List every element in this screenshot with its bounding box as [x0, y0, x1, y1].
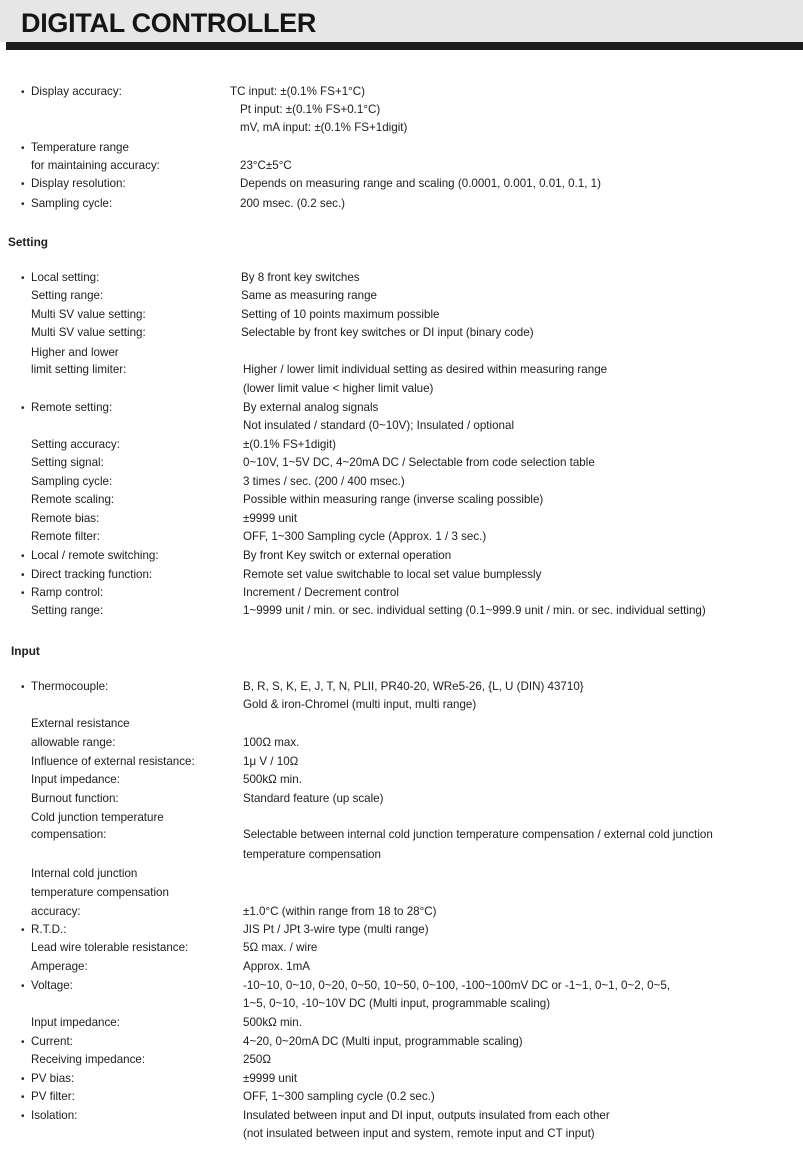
spec-label: Influence of external resistance:: [31, 755, 195, 768]
title-rule: [6, 42, 803, 50]
spec-value: Remote set value switchable to local set value bumplessly: [243, 568, 542, 581]
spec-row: [0, 453, 803, 472]
spec-value: 1~5, 0~10, -10~10V DC (Multi input, programmable scaling): [243, 997, 551, 1010]
spec-row: [0, 1069, 803, 1088]
spec-row: [0, 845, 803, 864]
spec-value: OFF, 1~300 Sampling cycle (Approx. 1 / 3 sec.): [243, 530, 487, 543]
spec-label: • Isolation:: [21, 1106, 77, 1126]
spec-row: [0, 920, 803, 939]
spec-row: [0, 752, 803, 771]
spec-row: [0, 472, 803, 491]
spec-value: By external analog signals: [243, 401, 379, 414]
spec-value: Gold & iron-Chromel (multi input, multi range): [243, 698, 477, 711]
spec-value: Setting of 10 points maximum possible: [241, 308, 440, 321]
spec-label: Amperage:: [31, 960, 88, 973]
spec-label: Higher and lower: [31, 346, 119, 359]
spec-label: Lead wire tolerable resistance:: [31, 941, 189, 954]
spec-value: 4~20, 0~20mA DC (Multi input, programmable scaling): [243, 1035, 523, 1048]
spec-label: Receiving impedance:: [31, 1053, 146, 1066]
spec-value: Increment / Decrement control: [243, 586, 399, 599]
spec-row: [0, 883, 803, 902]
spec-row: [0, 118, 803, 137]
spec-label: • Voltage:: [21, 976, 73, 996]
spec-row: [0, 323, 803, 342]
spec-label: for maintaining accuracy:: [31, 159, 160, 172]
spec-label: Remote scaling:: [31, 493, 115, 506]
spec-label: • Temperature range: [21, 138, 129, 158]
spec-value: 23°C±5°C: [240, 159, 292, 172]
spec-value: OFF, 1~300 sampling cycle (0.2 sec.): [243, 1090, 435, 1103]
spec-row: [0, 770, 803, 789]
spec-value: Higher / lower limit individual setting as desired within measuring range: [243, 363, 608, 376]
spec-row: [0, 435, 803, 454]
spec-value: By front Key switch or external operation: [243, 549, 452, 562]
spec-label: Multi SV value setting:: [31, 326, 146, 339]
spec-label: Input impedance:: [31, 773, 120, 786]
spec-row: [0, 714, 803, 733]
spec-label: Sampling cycle:: [31, 475, 113, 488]
spec-label: Remote bias:: [31, 512, 100, 525]
spec-row: [0, 1013, 803, 1032]
spec-value: temperature compensation: [243, 848, 381, 861]
section-heading-input: Input: [11, 644, 40, 658]
spec-label: Setting signal:: [31, 456, 104, 469]
spec-row: [0, 957, 803, 976]
spec-row: [0, 156, 803, 175]
spec-value: Insulated between input and DI input, outputs insulated from each other: [243, 1109, 610, 1122]
spec-row: [0, 546, 803, 565]
spec-row: [0, 490, 803, 509]
spec-label: • Remote setting:: [21, 398, 112, 418]
spec-label: • Local setting:: [21, 268, 99, 288]
spec-row: [0, 733, 803, 752]
spec-row: [0, 174, 803, 193]
spec-value: Approx. 1mA: [243, 960, 311, 973]
spec-label: limit setting limiter:: [31, 363, 127, 376]
spec-value: Pt input: ±(0.1% FS+0.1°C): [240, 103, 381, 116]
spec-value: 5Ω max. / wire: [243, 941, 318, 954]
spec-row: [0, 695, 803, 714]
spec-row: [0, 994, 803, 1013]
spec-value: mV, mA input: ±(0.1% FS+1digit): [240, 121, 408, 134]
spec-label: • Display resolution:: [21, 174, 126, 194]
spec-row: [0, 360, 803, 379]
spec-label: • Display accuracy:: [21, 82, 122, 102]
spec-row: [0, 565, 803, 584]
spec-label: Setting range:: [31, 289, 104, 302]
spec-value: Possible within measuring range (inverse scaling possible): [243, 493, 544, 506]
section-heading-setting: Setting: [8, 235, 48, 249]
spec-value: (lower limit value < higher limit value): [243, 382, 434, 395]
spec-value: 500kΩ min.: [243, 773, 302, 786]
spec-value: -10~10, 0~10, 0~20, 0~50, 10~50, 0~100, -100~100mV DC or -1~1, 0~1, 0~2, 0~5,: [243, 979, 671, 992]
spec-label: allowable range:: [31, 736, 116, 749]
spec-label: External resistance: [31, 717, 130, 730]
spec-row: [0, 286, 803, 305]
spec-value: 100Ω max.: [243, 736, 300, 749]
spec-row: [0, 583, 803, 602]
spec-row: [0, 1087, 803, 1106]
spec-label: • Current:: [21, 1032, 73, 1052]
spec-value: Same as measuring range: [241, 289, 377, 302]
spec-label: • PV bias:: [21, 1069, 74, 1089]
spec-label: Internal cold junction: [31, 867, 138, 880]
spec-value: 3 times / sec. (200 / 400 msec.): [243, 475, 405, 488]
spec-row: [0, 1032, 803, 1051]
spec-label: temperature compensation: [31, 886, 169, 899]
spec-value: ±(0.1% FS+1digit): [243, 438, 337, 451]
spec-value: Not insulated / standard (0~10V); Insulated / optional: [243, 419, 515, 432]
spec-value: Selectable between internal cold junction temperature compensation / external cold junction: [243, 828, 713, 841]
spec-label: Remote filter:: [31, 530, 100, 543]
spec-value: 0~10V, 1~5V DC, 4~20mA DC / Selectable from code selection table: [243, 456, 595, 469]
spec-value: Selectable by front key switches or DI input (binary code): [241, 326, 534, 339]
spec-row: [0, 825, 803, 844]
spec-row: [0, 938, 803, 957]
spec-value: 1μ V / 10Ω: [243, 755, 299, 768]
spec-label: • R.T.D.:: [21, 920, 66, 940]
page-title: DIGITAL CONTROLLER: [21, 8, 317, 38]
spec-row: [0, 601, 803, 620]
spec-label: • PV filter:: [21, 1087, 75, 1107]
spec-row: [0, 1106, 803, 1125]
spec-row: [0, 82, 803, 101]
spec-row: [0, 398, 803, 417]
spec-value: ±9999 unit: [243, 512, 298, 525]
spec-label: • Sampling cycle:: [21, 194, 112, 214]
spec-row: [0, 305, 803, 324]
spec-row: [0, 902, 803, 921]
spec-label: Setting range:: [31, 604, 104, 617]
spec-label: Cold junction temperature: [31, 811, 164, 824]
spec-row: [0, 1124, 803, 1143]
spec-value: B, R, S, K, E, J, T, N, PLII, PR40-20, WRe5-26, {L, U (DIN) 43710}: [243, 680, 584, 693]
spec-label: • Direct tracking function:: [21, 565, 152, 585]
spec-row: [0, 379, 803, 398]
spec-row: [0, 789, 803, 808]
spec-label: Burnout function:: [31, 792, 119, 805]
spec-value: 250Ω: [243, 1053, 272, 1066]
spec-row: [0, 976, 803, 995]
spec-row: [0, 1050, 803, 1069]
spec-value: 500kΩ min.: [243, 1016, 302, 1029]
spec-label: accuracy:: [31, 905, 81, 918]
spec-row: [0, 527, 803, 546]
spec-label: Setting accuracy:: [31, 438, 120, 451]
spec-value: By 8 front key switches: [241, 271, 360, 284]
spec-value: 200 msec. (0.2 sec.): [240, 197, 346, 210]
spec-label: Input impedance:: [31, 1016, 120, 1029]
spec-value: ±9999 unit: [243, 1072, 298, 1085]
spec-row: [0, 677, 803, 696]
spec-label: compensation:: [31, 828, 107, 841]
spec-row: [0, 194, 803, 213]
spec-value: 1~9999 unit / min. or sec. individual setting (0.1~999.9 unit / min. or sec. individual setting): [243, 604, 706, 617]
spec-value: (not insulated between input and system, remote input and CT input): [243, 1127, 595, 1140]
spec-label: Multi SV value setting:: [31, 308, 146, 321]
spec-row: [0, 268, 803, 287]
spec-row: [0, 138, 803, 157]
spec-row: [0, 509, 803, 528]
spec-value: Depends on measuring range and scaling (0.0001, 0.001, 0.01, 0.1, 1): [240, 177, 601, 190]
spec-value: ±1.0°C (within range from 18 to 28°C): [243, 905, 437, 918]
spec-value: TC input: ±(0.1% FS+1°C): [230, 85, 366, 98]
spec-value: Standard feature (up scale): [243, 792, 384, 805]
spec-label: • Local / remote switching:: [21, 546, 159, 566]
spec-row: [0, 416, 803, 435]
spec-label: • Thermocouple:: [21, 677, 108, 697]
spec-row: [0, 100, 803, 119]
spec-label: • Ramp control:: [21, 583, 103, 603]
spec-row: [0, 864, 803, 883]
spec-value: JIS Pt / JPt 3-wire type (multi range): [243, 923, 429, 936]
